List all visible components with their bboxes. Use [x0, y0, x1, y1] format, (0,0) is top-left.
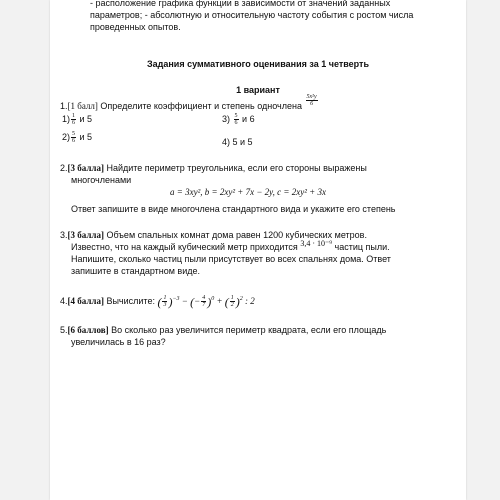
question-2-answer-instruction: Ответ запишите в виде многочлена стандартного вида и укажите его степень: [71, 204, 396, 214]
q1-option-3: 3) $\frac{5}{6}$ и 6: [222, 113, 255, 127]
question-5-line2: увеличилась в 16 раз?: [71, 337, 166, 347]
question-3-formula: 3,4 · 10⁻⁹: [300, 239, 333, 248]
intro-line-1: - расположение графика функции в зависимости от значений заданных: [90, 0, 391, 8]
q1-option-4: 4) 5 и 5: [222, 137, 253, 147]
question-3-points: [3 балла]: [67, 230, 104, 240]
intro-line-3: проведенных опытов.: [90, 22, 181, 32]
q1-option-1: 1) $\frac{1}{6}$ и 5: [62, 113, 93, 127]
question-2-text: Найдите периметр треугольника, если его стороны выражены: [106, 163, 367, 173]
question-5-points: [6 баллов]: [67, 325, 109, 335]
intro-line-2: параметров; - абсолютную и относительную частоту события с ростом числа: [90, 10, 414, 20]
page-heading: Задания суммативного оценивания за 1 четверть: [147, 59, 369, 69]
question-1-number: 1.: [60, 101, 68, 111]
document-page: [50, 0, 466, 500]
question-2-points: [3 балла]: [67, 163, 104, 173]
question-2: 2.[3 балла] Найдите периметр треугольника, если его стороны выражены: [60, 163, 367, 173]
question-1-text: Определите коэффициент и степень одночлена: [100, 101, 302, 111]
question-3: 3.[3 балла] Объем спальных комнат дома равен 1200 кубических метров.: [60, 230, 367, 240]
question-3-line4: запишите в стандартном виде.: [71, 266, 201, 276]
question-5: 5.[6 баллов] Во сколько раз увеличится периметр квадрата, если его площадь: [60, 325, 387, 335]
question-4: 4.[4 балла] Вычислите: ( $\frac{1}{3}$ )$^{-3}$ − (− $\frac{4}{7}$ )$^0$ + ( $\frac{1}{2}$ )$^2$ : 2: [60, 294, 255, 309]
question-3-line2: Известно, что на каждый кубический метр приходится 3,4 · 10⁻⁹ частиц пыли.: [71, 239, 390, 252]
q1-option-2: 2) $\frac{5}{6}$ и 5: [62, 131, 93, 145]
question-4-points: [4 балла]: [67, 296, 104, 306]
question-2-formula: a = 3xy², b = 2xy² + 7x − 2y, c = 2xy² + 3x: [170, 187, 326, 197]
question-1: [60, 94, 470, 113]
variant-title: 1 вариант: [236, 85, 280, 95]
question-1-monomial: $\frac{\text{5x²y}}{6}$: [306, 94, 317, 108]
question-4-expression: ( $\frac{1}{3}$ )$^{-3}$ − (− $\frac{4}{7}$ )$^0$ + ( $\frac{1}{2}$ )$^2$ : 2: [157, 294, 255, 309]
question-1-points: [1 балл]: [67, 101, 98, 111]
question-3-line3: Напишите, сколько частиц пыли присутствует во всех спальнях дома. Ответ: [71, 254, 391, 264]
question-2-text-line2: многочленами: [71, 175, 132, 185]
